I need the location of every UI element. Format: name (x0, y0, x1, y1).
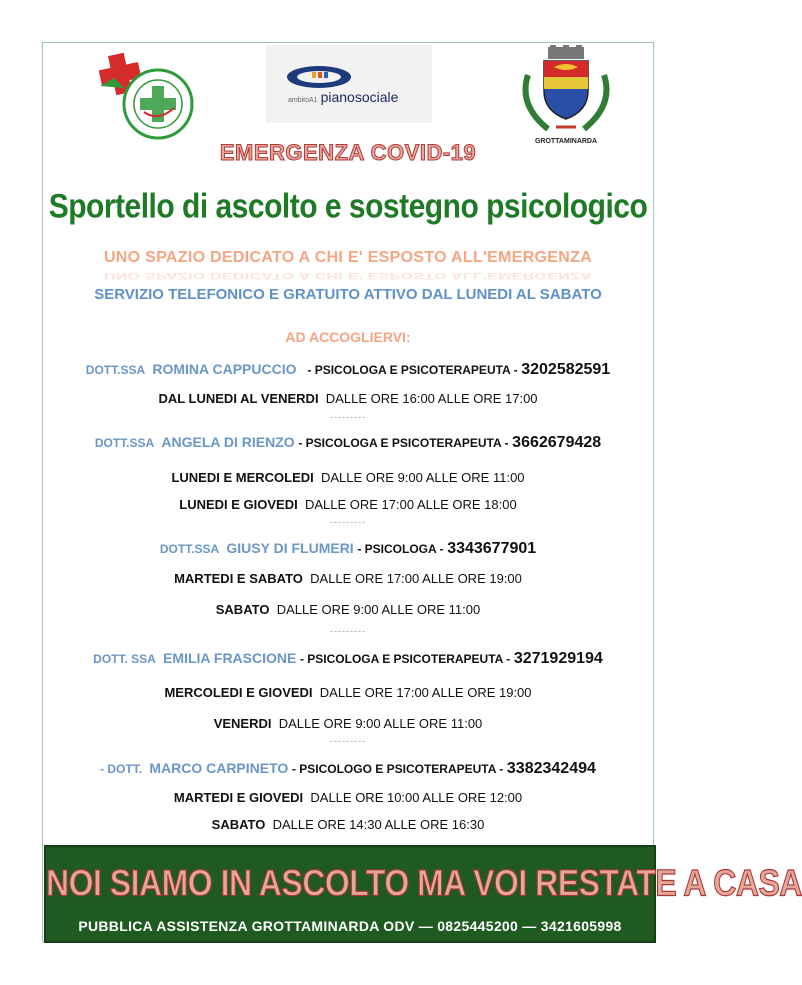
schedule-row: SABATO DALLE ORE 14:30 ALLE ORE 16:30 (211, 817, 485, 832)
comune-caption: GROTTAMINARDA (534, 138, 598, 145)
separator: --------- (330, 736, 366, 746)
coat-of-arms-icon (508, 45, 624, 137)
doctor-row: DOTT. SSA EMILIA FRASCIONE - PSICOLOGA E PSICOTERAPEUTA - 3271929194 (93, 650, 603, 667)
doctor-name: EMILIA FRASCIONE (163, 650, 297, 666)
schedule-row: VENERDI DALLE ORE 9:00 ALLE ORE 11:00 (213, 716, 483, 731)
subtitle-reflection: UNO SPAZIO DEDICATO A CHI E' ESPOSTO ALL'EMERGENZA (103, 270, 593, 280)
schedule-row: DAL LUNEDI AL VENERDI DALLE ORE 16:00 ALLE ORE 17:00 (158, 391, 538, 406)
phone-number: 3343677901 (447, 540, 537, 557)
separator: --------- (330, 517, 366, 527)
doctor-row: DOTT.SSA ROMINA CAPPUCCIO - PSICOLOGA E PSICOTERAPEUTA - 3202582591 (85, 361, 611, 378)
welcome-heading: AD ACCOGLIERVI: (285, 329, 411, 345)
doctor-row: DOTT.SSA GIUSY DI FLUMERI - PSICOLOGA - 3343677901 (159, 540, 537, 557)
page-title: Sportello di ascolto e sostegno psicologico (48, 187, 648, 226)
red-cross-logo-icon (92, 46, 198, 142)
pubblica-assistenza-logo (92, 46, 198, 142)
comune-grottaminarda-logo (508, 45, 624, 145)
piano-sociale-wordmark: ambitoA1 pianosociale (288, 89, 399, 105)
banner-contacts: PUBBLICA ASSISTENZA GROTTAMINARDA ODV — 0825445200 — 3421605998 (78, 918, 622, 934)
doctor-name: ROMINA CAPPUCCIO (152, 361, 297, 377)
phone-number: 3271929194 (513, 650, 603, 667)
doctor-name: ANGELA DI RIENZO (161, 434, 295, 450)
doctor-row: - DOTT. MARCO CARPINETO - PSICOLOGO E PSICOTERAPEUTA - 3382342494 (100, 760, 596, 777)
schedule-row: LUNEDI E GIOVEDI DALLE ORE 17:00 ALLE ORE 18:00 (179, 497, 517, 512)
doctor-name: MARCO CARPINETO (149, 760, 289, 776)
separator: --------- (330, 412, 366, 422)
schedule-row: MARTEDI E GIOVEDI DALLE ORE 10:00 ALLE ORE 12:00 (173, 790, 523, 805)
phone-number: 3662679428 (512, 434, 602, 451)
banner-title: NOI SIAMO IN ASCOLTO MA VOI RESTATE A CASA (46, 862, 802, 904)
piano-sociale-logo (266, 45, 432, 123)
doctor-row: DOTT.SSA ANGELA DI RIENZO - PSICOLOGA E PSICOTERAPEUTA - 3662679428 (94, 434, 602, 451)
service-info: SERVIZIO TELEFONICO E GRATUITO ATTIVO DAL LUNEDI AL SABATO (94, 286, 602, 303)
stay-home-banner (44, 845, 802, 943)
schedule-row: SABATO DALLE ORE 9:00 ALLE ORE 11:00 (215, 602, 481, 617)
separator: --------- (330, 626, 366, 636)
schedule-row: MARTEDI E SABATO DALLE ORE 17:00 ALLE ORE 19:00 (174, 571, 522, 586)
flyer-border (42, 42, 802, 942)
schedule-row: LUNEDI E MERCOLEDI DALLE ORE 9:00 ALLE ORE 11:00 (171, 470, 525, 485)
subtitle: UNO SPAZIO DEDICATO A CHI E' ESPOSTO ALL'EMERGENZA (103, 249, 593, 266)
doctor-name: GIUSY DI FLUMERI (226, 540, 354, 556)
phone-number: 3382342494 (506, 760, 596, 777)
emergency-heading: EMERGENZA COVID-19 (219, 140, 477, 165)
piano-sociale-logo-icon (266, 45, 432, 123)
phone-number: 3202582591 (521, 361, 611, 378)
schedule-row: MERCOLEDI E GIOVEDI DALLE ORE 17:00 ALLE ORE 19:00 (164, 685, 532, 700)
